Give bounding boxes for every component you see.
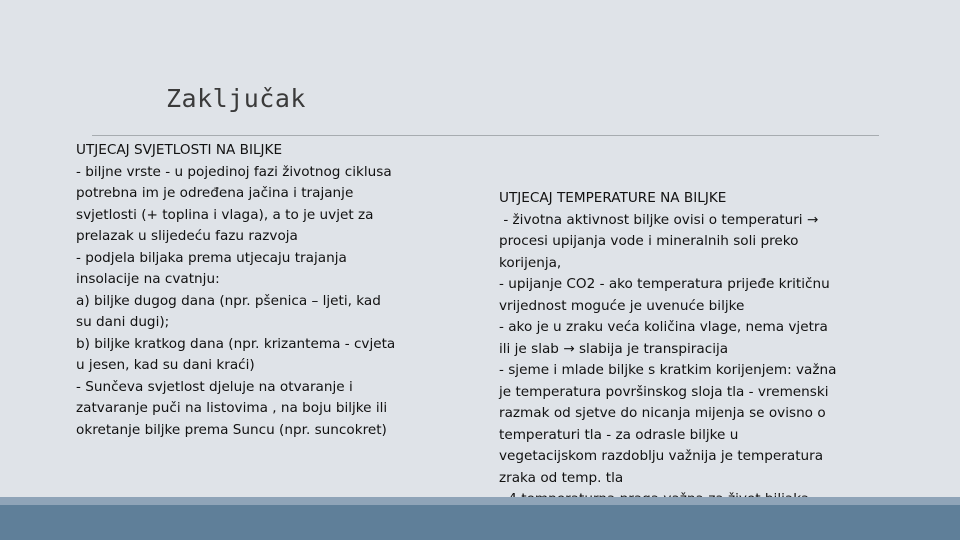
right-line: razmak od sjetve do nicanja mijenja se ovisno o	[499, 405, 826, 421]
left-line: UTJECAJ SVJETLOSTI NA BILJKE	[76, 142, 283, 158]
left-line: - podjela biljaka prema utjecaju trajanja	[76, 249, 347, 266]
left-line: su dani dugi);	[76, 314, 170, 330]
right-line: vrijednost moguće je uvenuće biljke	[499, 297, 745, 314]
left-line: insolacije na cvatnju:	[76, 271, 220, 287]
left-line: b) biljke kratkog dana (npr. krizantema - cvjeta	[76, 335, 396, 352]
left-line: svjetlosti (+ toplina i vlaga), a to je uvjet za	[76, 206, 374, 223]
left-line: zatvaranje puči na listovima , na boju biljke ili	[76, 400, 388, 416]
left-text-column	[76, 140, 426, 441]
right-text-column	[499, 188, 869, 511]
right-line: procesi upijanja vode i mineralnih soli preko	[499, 233, 799, 249]
right-line: ili je slab → slabija je transpiracija	[499, 340, 729, 357]
left-line: prelazak u slijedeću fazu razvoja	[76, 228, 298, 244]
footer-band-light	[0, 497, 960, 505]
left-line: - biljne vrste - u pojedinoj fazi životnog ciklusa	[76, 163, 392, 180]
right-line: UTJECAJ TEMPERATURE NA BILJKE	[499, 190, 727, 206]
left-line: okretanje biljke prema Suncu (npr. suncokret)	[76, 421, 387, 438]
left-line: - Sunčeva svjetlost djeluje na otvaranje i	[76, 378, 353, 395]
right-line: temperaturi tla - za odrasle biljke u	[499, 426, 739, 443]
slide-title: Zaključak	[166, 84, 306, 113]
right-line: zraka od temp. tla	[499, 469, 624, 486]
left-line: potrebna im je određena jačina i trajanje	[76, 185, 354, 201]
right-line: je temperatura površinskog sloja tla - vremenski	[499, 383, 829, 400]
right-line: vegetacijskom razdoblju važnija je temperatura	[499, 448, 824, 464]
right-line: - životna aktivnost biljke ovisi o temperaturi →	[499, 211, 819, 228]
right-line: - upijanje CO2 - ako temperatura prijeđe kritičnu	[499, 276, 830, 292]
left-line: a) biljke dugog dana (npr. pšenica – ljeti, kad	[76, 292, 381, 309]
right-line: - sjeme i mlade biljke s kratkim korijenjem: važna	[499, 362, 837, 378]
title-divider	[92, 135, 879, 136]
right-line: korijenja,	[499, 254, 562, 271]
left-line: u jesen, kad su dani kraći)	[76, 357, 255, 373]
right-line: - ako je u zraku veća količina vlage, nema vjetra	[499, 319, 828, 335]
footer-band-dark	[0, 505, 960, 540]
